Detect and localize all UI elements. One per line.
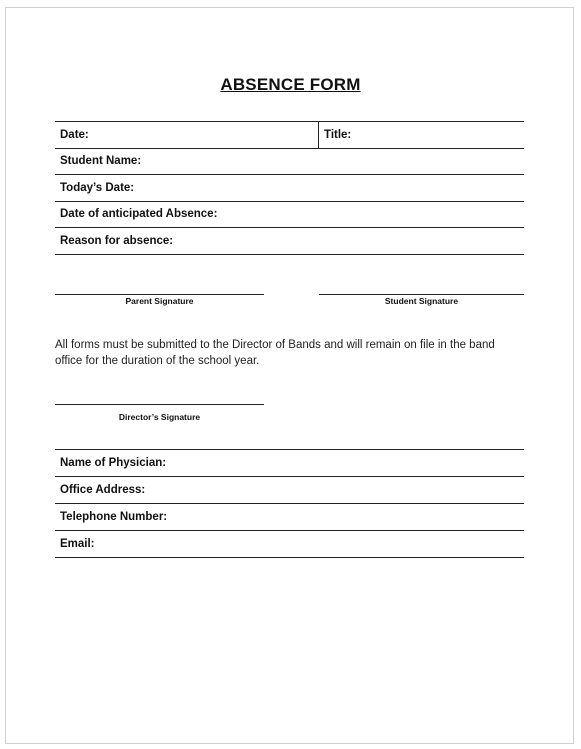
todays-date-field[interactable] [55, 175, 524, 202]
student-signature-label: Student Signature [384, 296, 459, 306]
parent-signature-line[interactable] [55, 294, 264, 295]
parent-signature-label: Parent Signature [125, 296, 194, 306]
anticipated-absence-label: Date of anticipated Absence: [60, 208, 218, 221]
physician-field[interactable] [55, 450, 524, 477]
physician-info-table [55, 449, 524, 558]
date-field[interactable] [55, 122, 319, 148]
anticipated-absence-field[interactable] [55, 202, 524, 229]
date-title-row [55, 122, 524, 149]
document-page [5, 7, 574, 744]
submission-notice: All forms must be submitted to the Director of Bands and will remain on file in the band office for the duration of the school year. [55, 339, 495, 367]
email-field[interactable] [55, 531, 524, 558]
office-address-field[interactable] [55, 477, 524, 504]
title-field[interactable] [319, 122, 351, 148]
director-signature-label: Director’s Signature [118, 412, 201, 422]
reason-field[interactable] [55, 228, 524, 255]
reason-label: Reason for absence: [60, 234, 174, 247]
form-title: ABSENCE FORM [220, 75, 361, 94]
office-address-label: Office Address: [60, 484, 146, 496]
title-label: Title: [324, 128, 352, 141]
student-name-field[interactable] [55, 149, 524, 176]
email-label: Email: [60, 538, 95, 550]
date-label: Date: [60, 128, 89, 141]
student-name-label: Student Name: [60, 155, 142, 168]
telephone-field[interactable] [55, 504, 524, 531]
todays-date-label: Today’s Date: [60, 181, 135, 194]
student-info-table [55, 121, 524, 255]
director-signature-line[interactable] [55, 404, 264, 405]
telephone-label: Telephone Number: [60, 511, 168, 523]
physician-label: Name of Physician: [60, 457, 167, 469]
student-signature-line[interactable] [319, 294, 524, 295]
